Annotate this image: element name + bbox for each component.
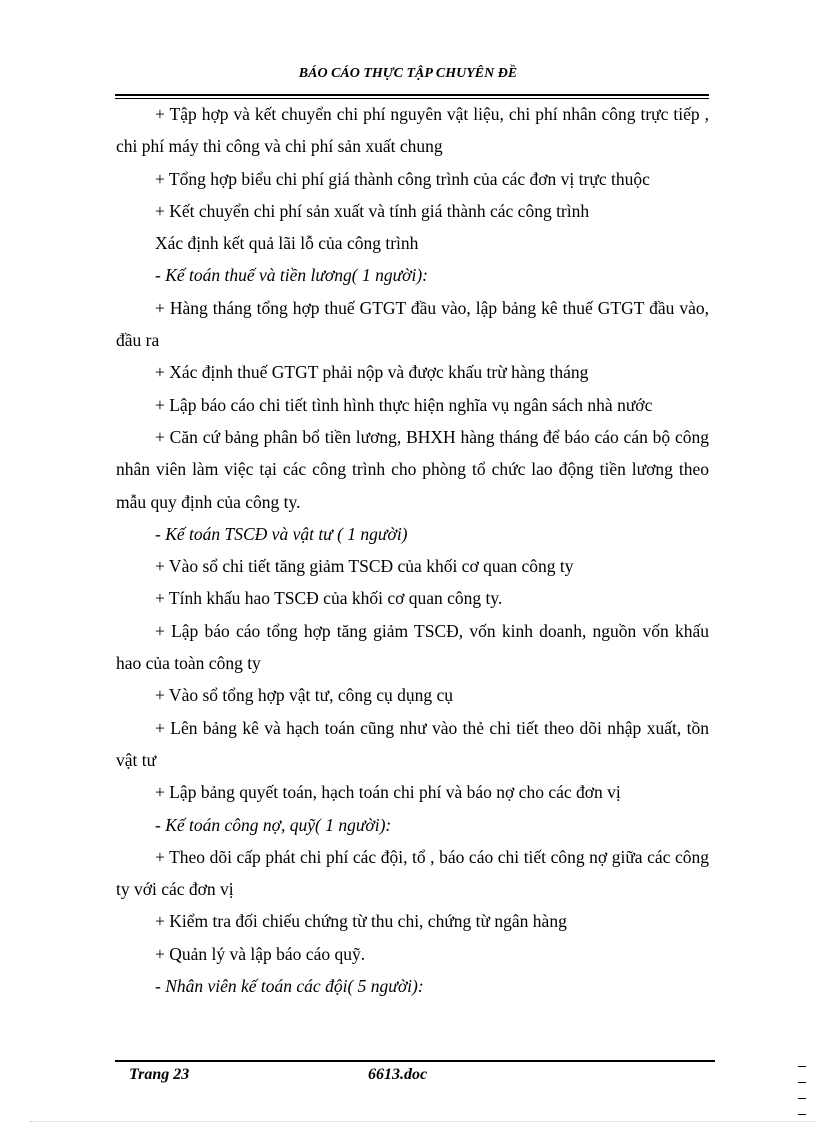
page-edge-mark (798, 1066, 806, 1067)
paragraph: + Vào sổ tổng hợp vật tư, công cụ dụng cụ (155, 685, 454, 706)
paragraph: + Tính khấu hao TSCĐ của khối cơ quan công ty. (155, 588, 503, 609)
header-title: BÁO CÁO THỰC TẬP CHUYÊN ĐỀ (298, 66, 518, 81)
paragraph: + Căn cứ bảng phân bổ tiền lương, BHXH hàng tháng để báo cáo cán bộ công nhân viên làm việc tại các công trình cho phòng tổ chức lao động tiền lương theo mẫu quy định của công ty. (116, 426, 709, 512)
section-heading: - Kế toán TSCĐ và vật tư ( 1 người) (155, 523, 408, 544)
paragraph: + Theo dõi cấp phát chi phí các đội, tổ , báo cáo chi tiết công nợ giữa các công ty với các đơn vị (116, 846, 709, 900)
paragraph: + Lên bảng kê và hạch toán cũng như vào thẻ chi tiết theo dõi nhập xuất, tồn vật tư (116, 717, 709, 770)
paragraph: + Lập báo cáo tổng hợp tăng giảm TSCĐ, vốn kinh doanh, nguồn vốn khấu hao của toàn công ty (116, 620, 709, 674)
page-bottom-divider (30, 1121, 816, 1122)
paragraph: + Tổng hợp biểu chi phí giá thành công trình của các đơn vị trực thuộc (155, 168, 650, 189)
section-heading: - Nhân viên kế toán các đội( 5 người): (155, 976, 424, 997)
file-name: 6613.doc (368, 1066, 428, 1083)
paragraph: + Kiểm tra đối chiếu chứng từ thu chi, chứng từ ngân hàng (155, 911, 567, 932)
section-heading: - Kế toán thuế và tiền lương( 1 người): (155, 265, 428, 286)
page-edge-mark (798, 1098, 806, 1099)
page-edge-mark (798, 1114, 806, 1115)
page-edge-mark (798, 1082, 806, 1083)
paragraph: + Hàng tháng tổng hợp thuế GTGT đầu vào, lập bảng kê thuế GTGT đầu vào, đầu ra (116, 297, 709, 351)
document-body (116, 98, 709, 1002)
paragraph: + Tập hợp và kết chuyển chi phí nguyên vật liệu, chi phí nhân công trực tiếp , chi phí máy thi công và chi phí sản xuất chung (116, 104, 709, 157)
header-rule (115, 94, 709, 96)
page-number: Trang 23 (129, 1066, 190, 1083)
paragraph: + Lập bảng quyết toán, hạch toán chi phí và báo nợ cho các đơn vị (155, 782, 621, 803)
footer-rule (115, 1060, 715, 1062)
paragraph: + Xác định thuế GTGT phải nộp và được khấu trừ hàng tháng (155, 362, 589, 383)
section-heading: - Kế toán công nợ, quỹ( 1 người): (155, 814, 392, 835)
paragraph: + Quản lý và lập báo cáo quỹ. (155, 943, 366, 964)
paragraph: Xác định kết quả lãi lỗ của công trình (155, 233, 419, 254)
paragraph: + Kết chuyển chi phí sản xuất và tính giá thành các công trình (155, 200, 590, 221)
paragraph: + Vào sổ chi tiết tăng giảm TSCĐ của khối cơ quan công ty (155, 556, 574, 577)
paragraph: + Lập báo cáo chi tiết tình hình thực hiện nghĩa vụ ngân sách nhà nước (155, 394, 653, 415)
